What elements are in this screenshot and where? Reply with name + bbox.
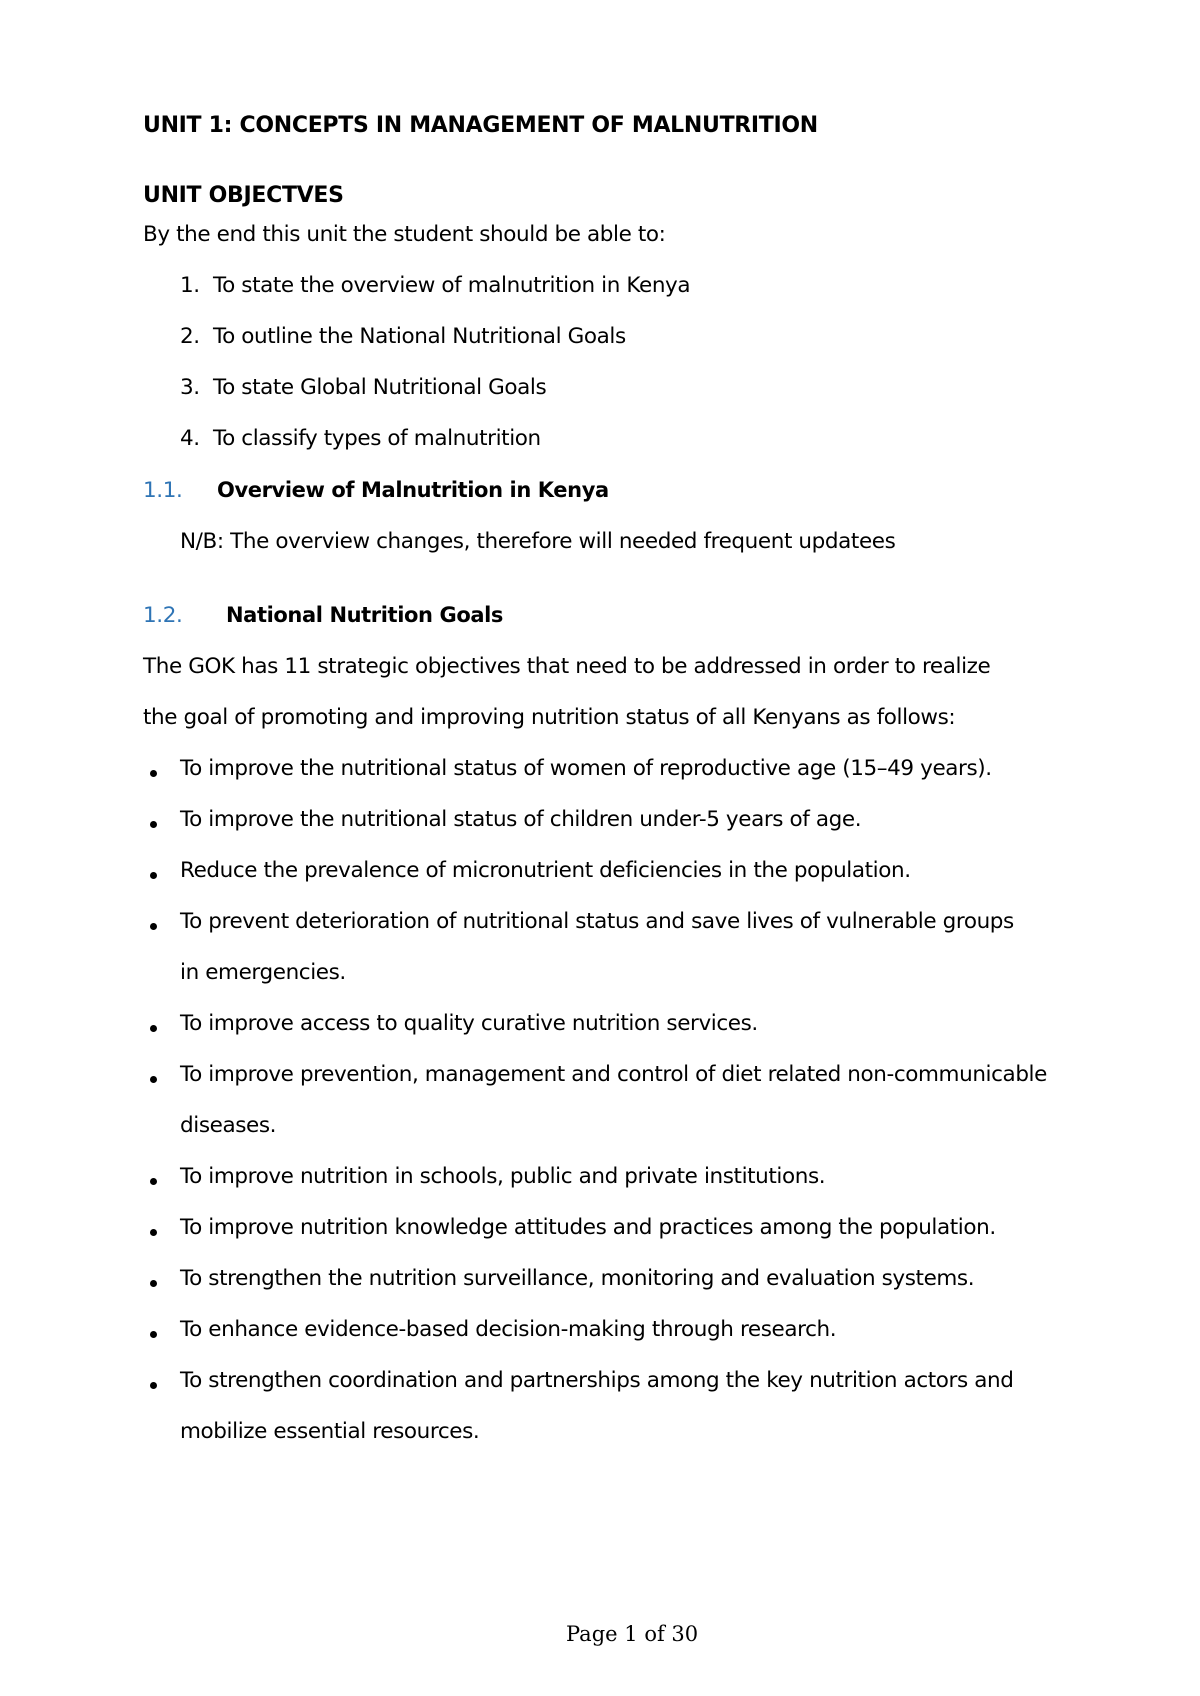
objective-item: To outline the National Nutritional Goals [213, 324, 626, 349]
goal-item-continued: in emergencies. [180, 960, 346, 985]
goal-item: To strengthen coordination and partnerships among the key nutrition actors and [180, 1368, 1014, 1393]
paragraph-line: The GOK has 11 strategic objectives that need to be addressed in order to realize [143, 654, 991, 679]
objective-number: 2. [180, 324, 200, 349]
objective-item: To state Global Nutritional Goals [213, 375, 547, 400]
goal-item: To prevent deterioration of nutritional status and save lives of vulnerable groups [180, 909, 1014, 934]
section-note: N/B: The overview changes, therefore will needed frequent updatees [180, 529, 896, 554]
goal-item: To improve nutrition in schools, public and private institutions. [180, 1164, 826, 1189]
goal-item-continued: diseases. [180, 1113, 277, 1138]
paragraph-line: the goal of promoting and improving nutrition status of all Kenyans as follows: [143, 705, 956, 730]
goal-item-continued: mobilize essential resources. [180, 1419, 480, 1444]
total-page-count: 30 [671, 1622, 699, 1646]
bullet-icon [150, 1178, 157, 1185]
bullet-icon [150, 770, 157, 777]
goal-item: To improve the nutritional status of children under-5 years of age. [180, 807, 862, 832]
unit-title: UNIT 1: CONCEPTS IN MANAGEMENT OF MALNUTRITION [143, 113, 818, 138]
section-title: Overview of Malnutrition in Kenya [217, 478, 609, 502]
objective-number: 4. [180, 426, 200, 451]
objective-item: To classify types of malnutrition [213, 426, 541, 451]
goal-item: To improve the nutritional status of women of reproductive age (15–49 years). [180, 756, 992, 781]
objective-number: 3. [180, 375, 200, 400]
bullet-icon [150, 1076, 157, 1083]
footer-prefix: Page [566, 1622, 625, 1646]
section-title: National Nutrition Goals [226, 603, 504, 627]
page-footer [566, 1622, 698, 1646]
bullet-icon [150, 1382, 157, 1389]
objective-number: 1. [180, 273, 200, 298]
section-number: 1.2. [143, 603, 183, 628]
bullet-icon [150, 1280, 157, 1287]
objectives-intro: By the end this unit the student should be able to: [143, 222, 666, 247]
goal-item: To improve access to quality curative nutrition services. [180, 1011, 758, 1036]
objectives-heading: UNIT OBJECTVES [143, 183, 344, 208]
goal-item: Reduce the prevalence of micronutrient deficiencies in the population. [180, 858, 911, 883]
bullet-icon [150, 821, 157, 828]
bullet-icon [150, 1331, 157, 1338]
current-page-number: 1 [624, 1622, 638, 1646]
goal-item: To strengthen the nutrition surveillance, monitoring and evaluation systems. [180, 1266, 975, 1291]
goal-item: To improve nutrition knowledge attitudes and practices among the population. [180, 1215, 996, 1240]
bullet-icon [150, 1025, 157, 1032]
goal-item: To improve prevention, management and control of diet related non-communicable [180, 1062, 1047, 1087]
bullet-icon [150, 1229, 157, 1236]
goal-item: To enhance evidence-based decision-making through research. [180, 1317, 837, 1342]
bullet-icon [150, 923, 157, 930]
objective-item: To state the overview of malnutrition in Kenya [213, 273, 691, 298]
section-number: 1.1. [143, 478, 183, 503]
footer-middle: of [637, 1622, 672, 1646]
bullet-icon [150, 872, 157, 879]
